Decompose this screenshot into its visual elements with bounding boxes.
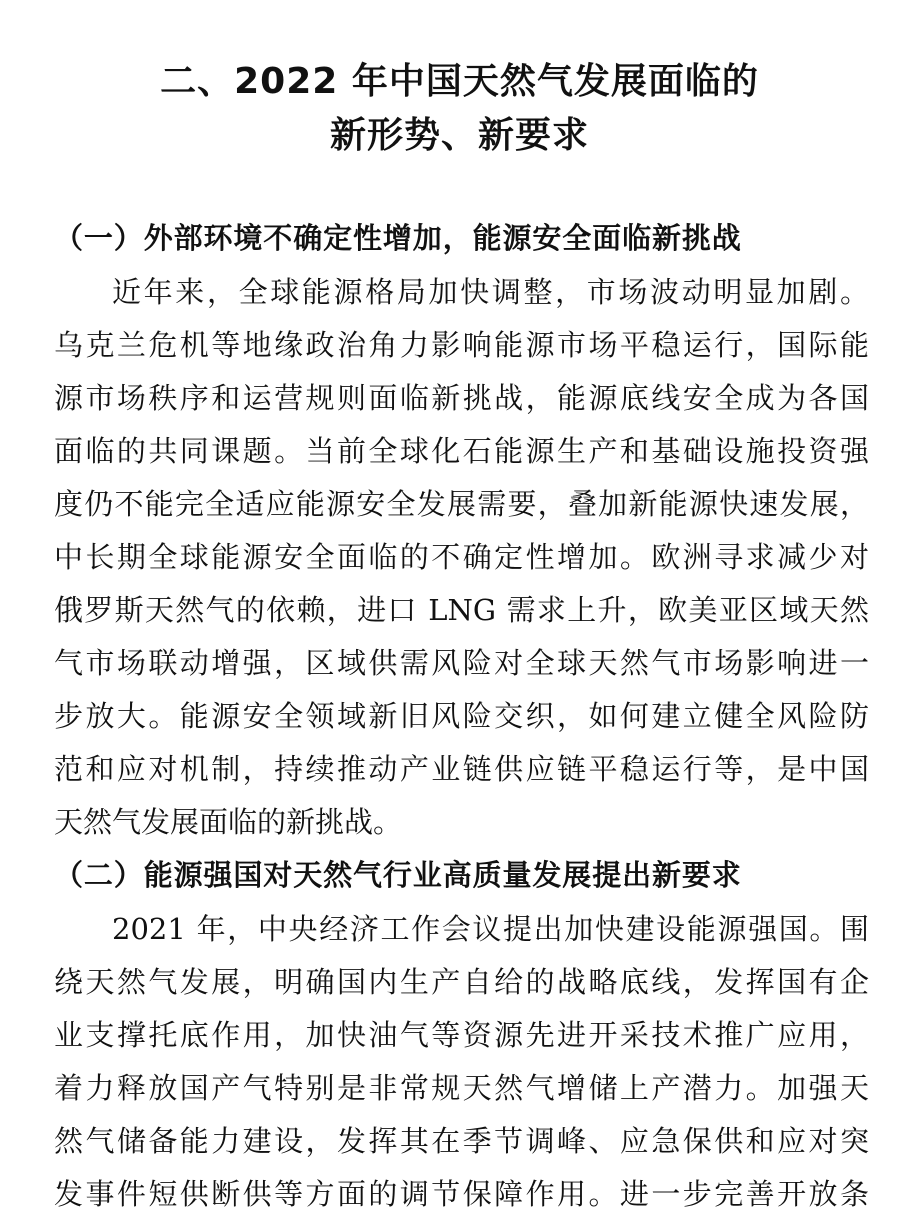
paragraph-line: 度仍不能完全适应能源安全发展需要，叠加新能源快速发展， [54,487,869,521]
section-heading-2: （二）能源强国对天然气行业高质量发展提出新要求 [54,858,742,892]
section-heading-1: （一）外部环境不确定性增加，能源安全面临新挑战 [54,221,742,255]
paragraph-line: 天然气发展面临的新挑战。 [54,805,403,839]
paragraph-line: 发事件短供断供等方面的调节保障作用。进一步完善开放条 [54,1177,869,1211]
page-title-line-1: 二、2022 年中国天然气发展面临的 [160,61,759,102]
paragraph-line: 气市场联动增强，区域供需风险对全球天然气市场影响进一 [54,646,869,680]
page-title-line-2: 新形势、新要求 [329,115,589,156]
section-2-paragraph [54,903,869,1221]
paragraph-line: 然气储备能力建设，发挥其在季节调峰、应急保供和应对突 [54,1124,869,1158]
paragraph-line: 步放大。能源安全领域新旧风险交织，如何建立健全风险防 [54,699,869,733]
paragraph-line: 近年来，全球能源格局加快调整，市场波动明显加剧。 [112,275,869,309]
paragraph-line: 源市场秩序和运营规则面临新挑战，能源底线安全成为各国 [54,381,869,415]
section-1-paragraph [54,266,869,849]
paragraph-line: 2021 年，中央经济工作会议提出加快建设能源强国。围 [112,912,869,946]
paragraph-line: 乌克兰危机等地缘政治角力影响能源市场平稳运行，国际能 [54,328,869,362]
paragraph-line: 业支撑托底作用，加快油气等资源先进开采技术推广应用， [54,1018,869,1052]
paragraph-line: 俄罗斯天然气的依赖，进口 LNG 需求上升，欧美亚区域天然 [54,593,869,627]
paragraph-line: 中长期全球能源安全面临的不确定性增加。欧洲寻求减少对 [54,540,869,574]
paragraph-line: 面临的共同课题。当前全球化石能源生产和基础设施投资强 [54,434,869,468]
paragraph-line: 绕天然气发展，明确国内生产自给的战略底线，发挥国有企 [54,965,869,999]
paragraph-line: 范和应对机制，持续推动产业链供应链平稳运行等，是中国 [54,752,869,786]
paragraph-line: 着力释放国产气特别是非常规天然气增储上产潜力。加强天 [54,1071,869,1105]
